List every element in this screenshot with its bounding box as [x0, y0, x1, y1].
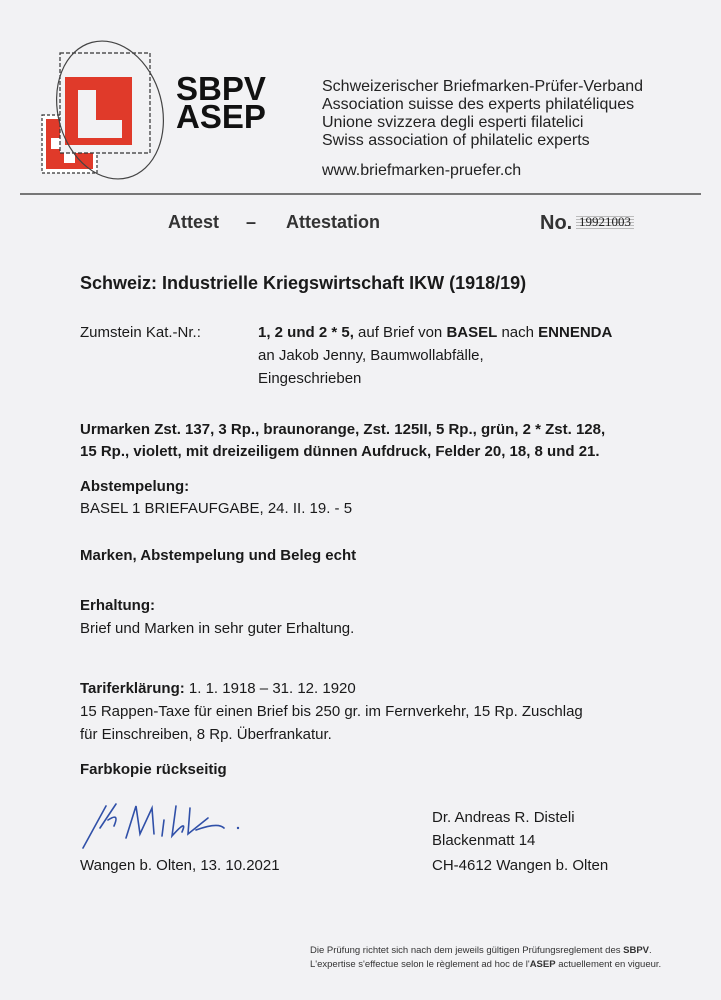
expert-name: Dr. Andreas R. Disteli — [432, 809, 575, 826]
catalog-text-2: nach — [497, 324, 539, 341]
cancel-label: Abstempelung: — [80, 478, 190, 495]
document-title: Schweiz: Industrielle Kriegswirtschaft IKW (1918/19) — [80, 273, 527, 293]
tariff-period: 1. 1. 1918 – 31. 12. 1920 — [184, 680, 356, 697]
catalog-from: BASEL — [446, 324, 498, 341]
catalog-label: Zumstein Kat.-Nr.: — [80, 324, 201, 341]
condition-value: Brief und Marken in sehr guter Erhaltung. — [80, 620, 355, 637]
attestation-label: Attestation — [286, 212, 380, 232]
attest-dash: – — [246, 212, 257, 232]
logo-text-sbpv: SBPV — [176, 70, 266, 107]
condition-label: Erhaltung: — [80, 597, 155, 614]
tariff-line-2: 15 Rappen-Taxe für einen Brief bis 250 gr. im Fernverkehr, 15 Rp. Zuschlag — [80, 703, 583, 720]
certificate-number: 19921003 — [576, 214, 634, 230]
footer-note-de — [310, 944, 652, 958]
sbpv-logo — [30, 35, 170, 180]
place-date: Wangen b. Olten, 13. 10.2021 — [80, 857, 280, 874]
org-name-de: Schweizerischer Briefmarken-Prüfer-Verband — [322, 78, 644, 95]
color-copy-note: Farbkopie rückseitig — [80, 761, 227, 778]
catalog-line-2: an Jakob Jenny, Baumwollabfälle, — [258, 347, 484, 364]
number-label: No. — [540, 212, 573, 234]
cancel-value: BASEL 1 BRIEFAUFGABE, 24. II. 19. - 5 — [80, 500, 353, 517]
header-divider — [20, 193, 701, 195]
footer-sbpv: SBPV — [623, 945, 650, 956]
expert-street: Blackenmatt 14 — [432, 832, 536, 849]
org-name-it: Unione svizzera degli esperti filatelici — [322, 114, 584, 131]
verdict: Marken, Abstempelung und Beleg echt — [80, 547, 357, 564]
catalog-text: auf Brief von — [353, 324, 447, 341]
handwritten-signature — [78, 798, 248, 858]
footer-note-fr — [310, 958, 661, 972]
footer-text: actuellement en vigueur. — [555, 959, 662, 970]
catalog-value — [258, 324, 612, 341]
catalog-to: ENNENDA — [538, 324, 613, 341]
attest-label: Attest — [168, 212, 220, 232]
expert-city: CH-4612 Wangen b. Olten — [432, 857, 609, 874]
tariff-label: Tariferklärung: — [80, 680, 185, 697]
urmarken-line-1: Urmarken Zst. 137, 3 Rp., braunorange, Zst. 125II, 5 Rp., grün, 2 * Zst. 128, — [80, 421, 606, 438]
footer-text: Die Prüfung richtet sich nach dem jeweils gültigen Prüfungsreglement des — [310, 945, 624, 956]
org-name-en: Swiss association of philatelic experts — [322, 132, 590, 149]
catalog-line-3: Eingeschrieben — [258, 370, 362, 387]
catalog-numbers: 1, 2 und 2 * 5, — [258, 324, 354, 341]
website-link[interactable]: www.briefmarken-pruefer.ch — [322, 162, 522, 179]
tariff-line-1 — [80, 680, 356, 697]
urmarken-line-2: 15 Rp., violett, mit dreizeiligem dünnen Aufdruck, Felder 20, 18, 8 und 21. — [80, 443, 600, 460]
logo-text-asep: ASEP — [176, 98, 266, 135]
footer-asep: ASEP — [529, 959, 556, 970]
org-name-fr: Association suisse des experts philatéliques — [322, 96, 635, 113]
footer-text: . — [649, 945, 652, 956]
tariff-line-3: für Einschreiben, 8 Rp. Überfrankatur. — [80, 726, 332, 743]
footer-text: L'expertise s'effectue selon le règlement ad hoc de l' — [310, 959, 530, 970]
